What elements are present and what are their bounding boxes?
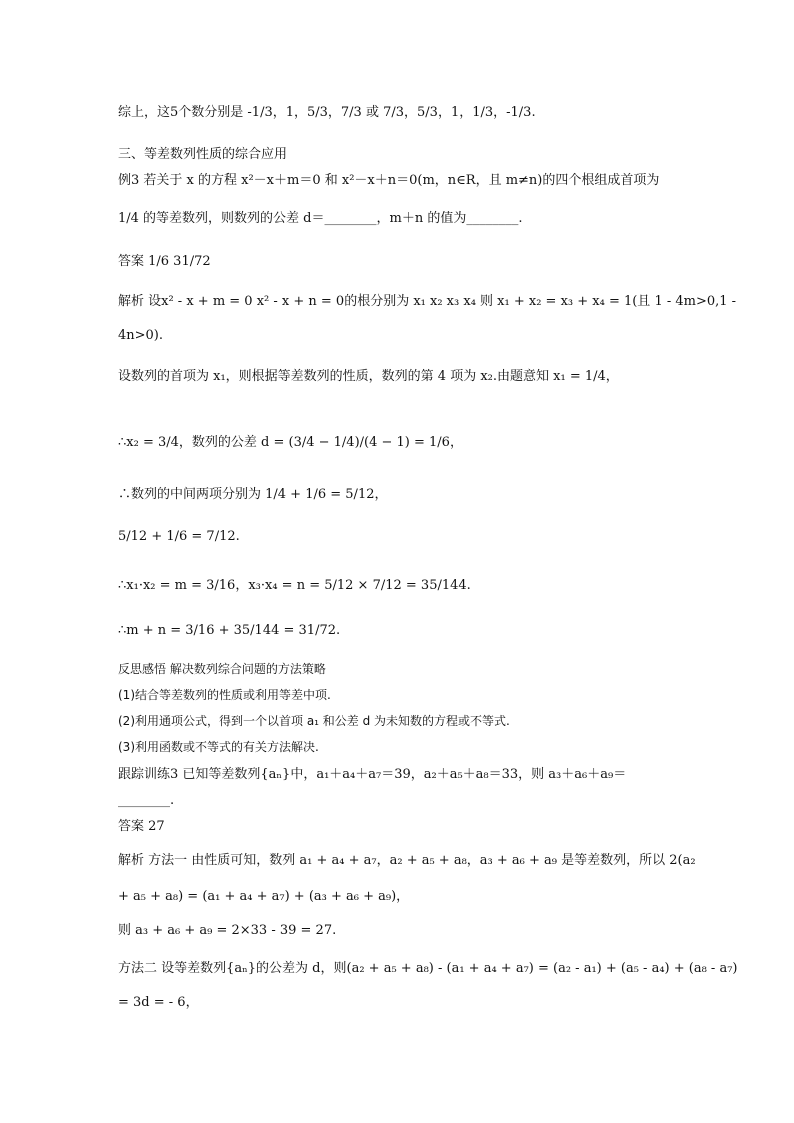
- answer-line: 答案 1/6 31/72: [118, 254, 211, 269]
- third-term-line: 5/12 + 1/6 = 7/12.: [118, 529, 240, 544]
- example-3-line-1: 例3 若关于 x 的方程 x²－x＋m＝0 和 x²－x＋n＝0(m，n∈R，且 m≠n)的四个根组成首项为: [118, 173, 660, 188]
- method-1-line-3: 则 a₃ + a₆ + a₉ = 2×33 - 39 = 27.: [118, 923, 337, 938]
- strategy-2: (2)利用通项公式，得到一个以首项 a₁ 和公差 d 为未知数的方程或不等式.: [118, 714, 510, 728]
- strategy-3: (3)利用函数或不等式的有关方法解决.: [118, 740, 319, 754]
- example-3-line-2: 1/4 的等差数列，则数列的公差 d＝________，m＋n 的值为________.: [118, 211, 523, 226]
- answer-line-2: 答案 27: [118, 819, 165, 834]
- sum-line: ∴m + n = 3/16 + 35/144 = 31/72.: [118, 623, 341, 638]
- middle-terms-line: ∴数列的中间两项分别为 1/4 + 1/6 = 5/12，: [118, 487, 388, 502]
- exercise-3-line-1: 跟踪训练3 已知等差数列{aₙ}中，a₁＋a₄＋a₇＝39，a₂＋a₅＋a₈＝33，则 a₃＋a₆＋a₉＝: [118, 767, 627, 782]
- strategy-1: (1)结合等差数列的性质或利用等差中项.: [118, 688, 331, 702]
- analysis-line-1: 解析 设x² - x + m = 0 x² - x + n = 0的根分别为 x₁ x₂ x₃ x₄ 则 x₁ + x₂ = x₃ + x₄ = 1(且 1 - 4m>0,1 -: [118, 294, 737, 309]
- product-line: ∴x₁·x₂ = m = 3/16，x₃·x₄ = n = 5/12 × 7/12 = 35/144.: [118, 578, 471, 593]
- summary-line: 综上，这5个数分别是 -1/3，1，5/3，7/3 或 7/3，5/3，1，1/3，-1/3.: [118, 105, 536, 120]
- reflection-heading: 反思感悟 解决数列综合问题的方法策略: [118, 662, 326, 676]
- method-2-line-2: = 3d = - 6，: [118, 995, 199, 1010]
- common-difference-line: ∴x₂ = 3/4，数列的公差 d = (3/4 − 1/4)/(4 − 1) = 1/6，: [118, 435, 463, 450]
- section-heading: 三、等差数列性质的综合应用: [118, 147, 288, 162]
- method-1-line-1: 解析 方法一 由性质可知，数列 a₁ + a₄ + a₇，a₂ + a₅ + a₈，a₃ + a₆ + a₉ 是等差数列，所以 2(a₂: [118, 853, 696, 868]
- method-1-line-2: + a₅ + a₈) = (a₁ + a₄ + a₇) + (a₃ + a₆ + a₉)，: [118, 889, 410, 904]
- analysis-line-3: 设数列的首项为 x₁，则根据等差数列的性质，数列的第 4 项为 x₂.由题意知 x₁ = 1/4，: [118, 369, 619, 384]
- method-2-line-1: 方法二 设等差数列{aₙ}的公差为 d，则(a₂ + a₅ + a₈) - (a₁ + a₄ + a₇) = (a₂ - a₁) + (a₅ - a₄) + (a₈ - a₇): [118, 961, 738, 976]
- analysis-line-2: 4n>0).: [118, 328, 164, 343]
- exercise-3-line-2: ________.: [118, 793, 175, 808]
